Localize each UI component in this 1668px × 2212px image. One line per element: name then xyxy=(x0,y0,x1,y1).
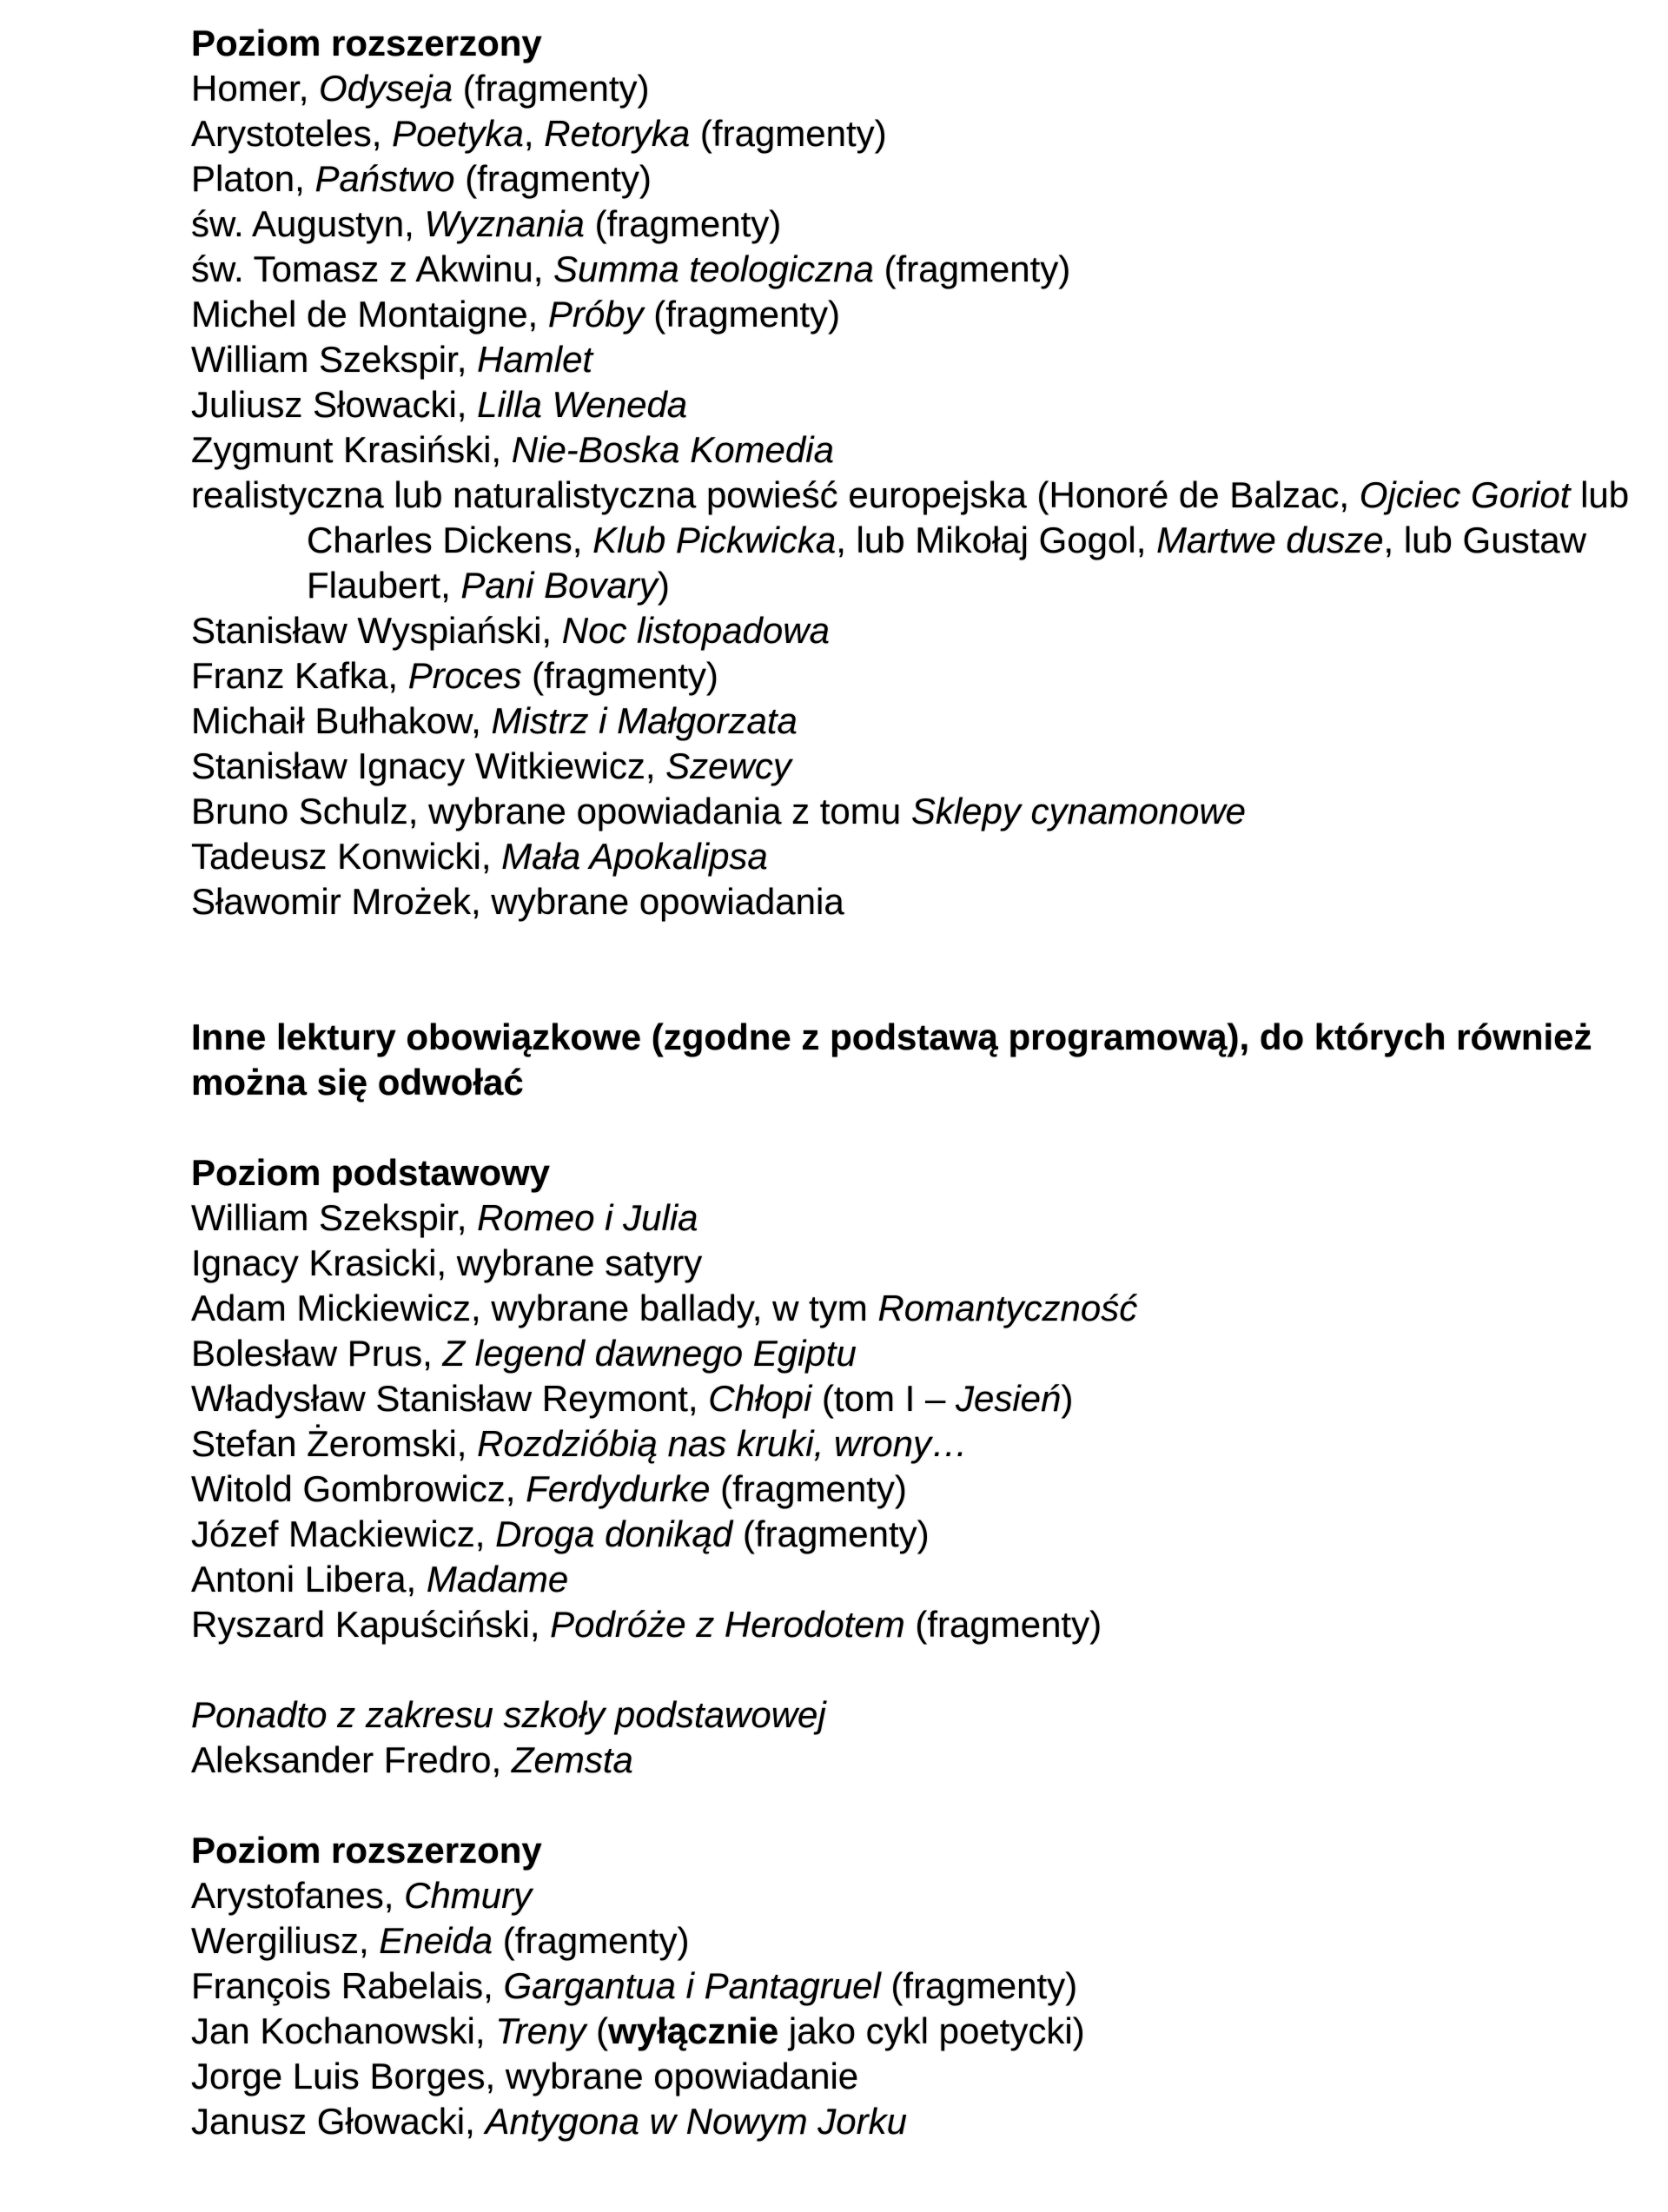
text-segment: Proces xyxy=(407,655,522,696)
text-segment: Stefan Żeromski, xyxy=(191,1423,478,1464)
text-segment: Martwe dusze xyxy=(1156,520,1384,560)
text-segment: św. Augustyn, xyxy=(191,203,425,244)
text-segment: Platon, xyxy=(191,158,315,199)
spacer xyxy=(191,1783,1633,1828)
text-segment: Ponadto z zakresu szkoły podstawowej xyxy=(191,1694,826,1735)
text-segment: Romantyczność xyxy=(877,1288,1138,1328)
text-segment: Antoni Libera, xyxy=(191,1559,427,1599)
text-segment: Szewcy xyxy=(665,745,791,786)
text-segment: Eneida xyxy=(379,1920,493,1961)
text-segment: Antygona w Nowym Jorku xyxy=(485,2101,907,2142)
text-segment: Jorge Luis Borges, wybrane opowiadanie xyxy=(191,2056,859,2096)
text-segment: Pani Bovary xyxy=(460,565,658,606)
text-segment: Retoryka xyxy=(544,113,691,154)
reading-list-item xyxy=(191,111,1633,156)
reading-list-item xyxy=(191,518,1633,563)
reading-list-item xyxy=(191,156,1633,202)
reading-list-item xyxy=(191,1602,1633,1647)
reading-list-item xyxy=(191,1421,1633,1467)
text-segment: można się odwołać xyxy=(191,1062,524,1103)
reading-list-item xyxy=(191,2099,1633,2144)
text-segment: Mistrz i Małgorzata xyxy=(491,700,798,741)
text-segment: ( xyxy=(586,2010,609,2051)
text-segment: Gargantua i Pantagruel xyxy=(503,1965,881,2006)
text-segment: Adam Mickiewicz, wybrane ballady, w tym xyxy=(191,1288,878,1328)
reading-list-item xyxy=(191,608,1633,653)
reading-list-item xyxy=(191,1557,1633,1602)
text-segment: Droga donikąd xyxy=(495,1513,733,1554)
section-heading xyxy=(191,1060,1633,1105)
reading-list-item xyxy=(191,2009,1633,2054)
text-segment: , lub Mikołaj Gogol, xyxy=(836,520,1157,560)
text-segment: Stanisław Wyspiański, xyxy=(191,610,562,651)
text-segment: Władysław Stanisław Reymont, xyxy=(191,1378,709,1419)
text-segment: Jesień xyxy=(955,1378,1062,1419)
text-segment: Nie-Boska Komedia xyxy=(511,429,834,470)
reading-list-item xyxy=(191,1873,1633,1918)
reading-list-item xyxy=(191,1286,1633,1331)
text-segment: Ojciec Goriot xyxy=(1359,474,1571,515)
text-segment: William Szekspir, xyxy=(191,1197,478,1238)
text-segment: (fragmenty) xyxy=(690,113,887,154)
reading-list-item xyxy=(191,247,1633,292)
text-segment: Treny xyxy=(495,2010,586,2051)
text-segment: Lilla Weneda xyxy=(477,384,688,425)
text-segment: William Szekspir, xyxy=(191,339,478,380)
text-segment: Poziom podstawowy xyxy=(191,1152,551,1193)
text-segment: Hamlet xyxy=(477,339,593,380)
text-segment: Witold Gombrowicz, xyxy=(191,1468,526,1509)
reading-list-item xyxy=(191,1918,1633,1964)
reading-list-item xyxy=(191,563,1633,608)
text-segment: (fragmenty) xyxy=(643,294,841,334)
text-segment: Ignacy Krasicki, wybrane satyry xyxy=(191,1242,703,1283)
text-segment: Arystoteles, xyxy=(191,113,393,154)
text-segment: Z legend dawnego Egiptu xyxy=(442,1333,857,1374)
text-segment: Homer, xyxy=(191,68,320,109)
text-segment: Zemsta xyxy=(511,1739,633,1780)
text-segment: (fragmenty) xyxy=(584,203,782,244)
reading-list-item xyxy=(191,1512,1633,1557)
text-segment: (fragmenty) xyxy=(493,1920,690,1961)
text-segment: Wyznania xyxy=(424,203,585,244)
text-segment: Summa teologiczna xyxy=(553,248,874,289)
text-segment: Charles Dickens, xyxy=(307,520,593,560)
text-segment: Józef Mackiewicz, xyxy=(191,1513,496,1554)
reading-list-item xyxy=(191,879,1633,924)
text-segment: Flaubert, xyxy=(307,565,461,606)
reading-list-item xyxy=(191,382,1633,427)
text-segment: realistyczna lub naturalistyczna powieść europejska (Honoré de Balzac, xyxy=(191,474,1360,515)
section-heading xyxy=(191,1828,1633,1873)
reading-list xyxy=(191,21,1633,2144)
section-heading xyxy=(191,1150,1633,1195)
reading-list-item xyxy=(191,1241,1633,1286)
text-segment: Aleksander Fredro, xyxy=(191,1739,512,1780)
text-segment: Klub Pickwicka xyxy=(592,520,837,560)
reading-list-item xyxy=(191,1738,1633,1783)
spacer xyxy=(191,1647,1633,1692)
text-segment: Tadeusz Konwicki, xyxy=(191,836,502,877)
reading-list-item xyxy=(191,653,1633,699)
text-segment: ) xyxy=(657,565,670,606)
text-segment: (fragmenty) xyxy=(454,158,652,199)
text-segment: ) xyxy=(1061,1378,1074,1419)
text-segment: Poetyka xyxy=(392,113,524,154)
text-segment: (fragmenty) xyxy=(521,655,718,696)
text-segment: wyłącznie xyxy=(608,2010,779,2051)
reading-list-item xyxy=(191,473,1633,518)
text-segment: Bolesław Prus, xyxy=(191,1333,443,1374)
text-segment: (fragmenty) xyxy=(873,248,1071,289)
text-segment: Noc listopadowa xyxy=(561,610,830,651)
reading-list-item xyxy=(191,1195,1633,1241)
text-segment: Chłopi xyxy=(708,1378,812,1419)
reading-list-item xyxy=(191,1692,1633,1738)
text-segment: Odyseja xyxy=(319,68,453,109)
text-segment: Sławomir Mrożek, wybrane opowiadania xyxy=(191,881,844,922)
text-segment: Inne lektury obowiązkowe (zgodne z podstawą programową), do których również xyxy=(191,1017,1592,1057)
text-segment: Franz Kafka, xyxy=(191,655,408,696)
reading-list-item xyxy=(191,1467,1633,1512)
reading-list-item xyxy=(191,834,1633,879)
reading-list-item xyxy=(191,699,1633,744)
text-segment: Wergiliusz, xyxy=(191,1920,380,1961)
text-segment: Romeo i Julia xyxy=(477,1197,698,1238)
text-segment: Próby xyxy=(547,294,644,334)
text-segment: Poziom rozszerzony xyxy=(191,23,542,63)
reading-list-item xyxy=(191,1331,1633,1376)
text-segment: Stanisław Ignacy Witkiewicz, xyxy=(191,745,666,786)
text-segment: , lub Gustaw xyxy=(1383,520,1586,560)
text-segment: lub xyxy=(1570,474,1630,515)
reading-list-item xyxy=(191,337,1633,382)
text-segment: jako cykl poetycki) xyxy=(778,2010,1085,2051)
text-segment: Poziom rozszerzony xyxy=(191,1830,542,1871)
text-segment: (tom I – xyxy=(811,1378,956,1419)
text-segment: François Rabelais, xyxy=(191,1965,504,2006)
text-segment: (fragmenty) xyxy=(710,1468,907,1509)
text-segment: Mała Apokalipsa xyxy=(501,836,768,877)
text-segment: (fragmenty) xyxy=(732,1513,930,1554)
text-segment: (fragmenty) xyxy=(453,68,650,109)
reading-list-item xyxy=(191,1376,1633,1421)
text-segment: Podróże z Herodotem xyxy=(550,1604,905,1645)
text-segment: Zygmunt Krasiński, xyxy=(191,429,512,470)
text-segment: św. Tomasz z Akwinu, xyxy=(191,248,554,289)
text-segment: Państwo xyxy=(314,158,455,199)
reading-list-item xyxy=(191,427,1633,473)
text-segment: Chmury xyxy=(404,1875,533,1916)
text-segment: Ferdydurke xyxy=(526,1468,711,1509)
text-segment: Madame xyxy=(426,1559,569,1599)
text-segment: Sklepy cynamonowe xyxy=(910,791,1247,831)
text-segment: Rozdzióbią nas kruki, wrony… xyxy=(477,1423,968,1464)
spacer xyxy=(191,1105,1633,1150)
reading-list-item xyxy=(191,66,1633,111)
text-segment: Janusz Głowacki, xyxy=(191,2101,486,2142)
text-segment: Michel de Montaigne, xyxy=(191,294,548,334)
spacer xyxy=(191,970,1633,1015)
text-segment: (fragmenty) xyxy=(904,1604,1102,1645)
reading-list-item xyxy=(191,292,1633,337)
text-segment: Ryszard Kapuściński, xyxy=(191,1604,551,1645)
text-segment: Michaił Bułhakow, xyxy=(191,700,492,741)
reading-list-item xyxy=(191,1964,1633,2009)
reading-list-item xyxy=(191,2054,1633,2099)
section-heading xyxy=(191,1015,1633,1060)
spacer xyxy=(191,924,1633,970)
section-heading xyxy=(191,21,1633,66)
text-segment: (fragmenty) xyxy=(880,1965,1078,2006)
text-segment: , xyxy=(523,113,545,154)
text-segment: Arystofanes, xyxy=(191,1875,405,1916)
text-segment: Juliusz Słowacki, xyxy=(191,384,478,425)
text-segment: Jan Kochanowski, xyxy=(191,2010,496,2051)
text-segment: Bruno Schulz, wybrane opowiadania z tomu xyxy=(191,791,911,831)
reading-list-item xyxy=(191,202,1633,247)
reading-list-item xyxy=(191,789,1633,834)
reading-list-item xyxy=(191,744,1633,789)
